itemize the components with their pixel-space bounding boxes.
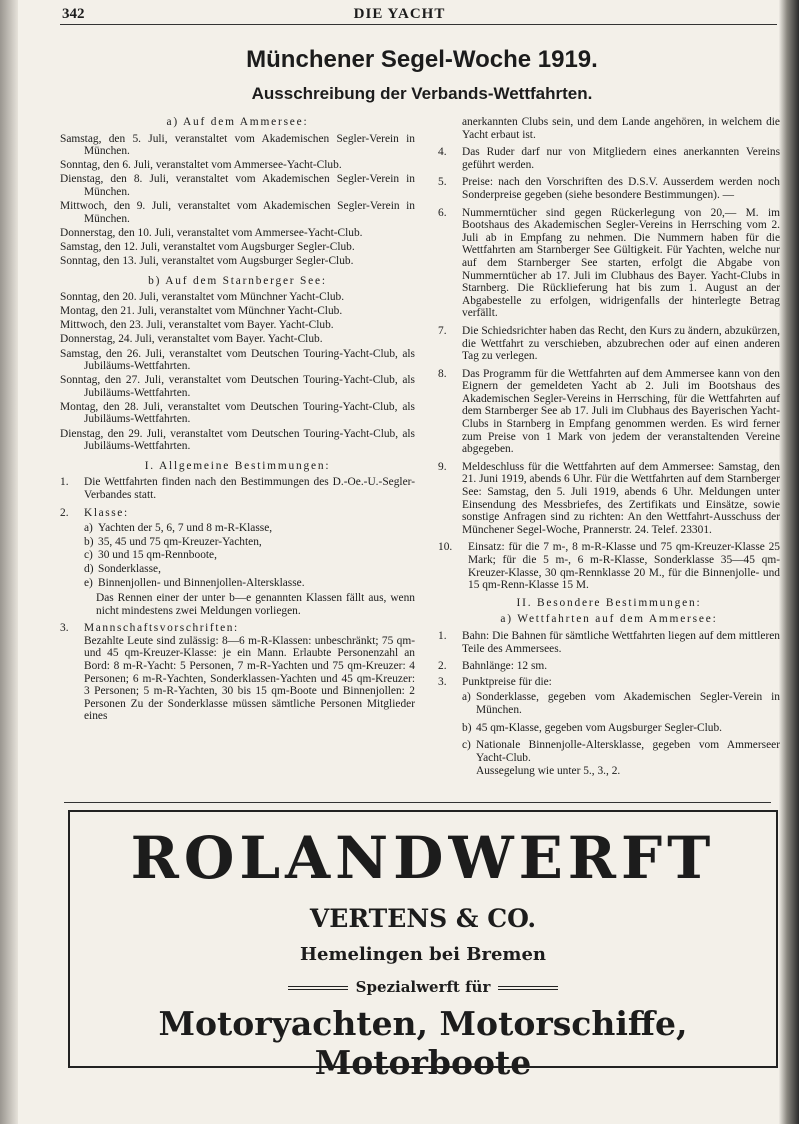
prize-letter: a) — [462, 691, 471, 704]
rule-number: 3. — [60, 622, 69, 635]
rule-number: 5. — [438, 176, 447, 189]
rule-text: Bahn: Die Bahnen für sämtliche Wettfahrten liegen auf dem mittleren Teile des Ammersees. — [462, 629, 780, 655]
rule-number: 3. — [438, 675, 447, 688]
class-letter: a) — [84, 522, 93, 535]
rule-text: Die Schiedsrichter haben das Recht, den Kurs zu ändern, abzukürzen, die Wettfahrt zu verschieben, abzubrechen oder auf einen anderen Tag zu verlegen. — [462, 324, 780, 363]
schedule-entry: Montag, den 21. Juli, veranstaltet vom Münchner Yacht-Club. — [60, 305, 343, 318]
section-ammersee-heading: a) Auf dem Ammersee: — [166, 116, 309, 128]
ad-location: Hemelingen bei Bremen — [300, 944, 546, 965]
rule-text: Meldeschluss für die Wettfahrten auf dem Ammersee: Samstag, den 21. Juni 1919, abends 6 Uhr. Für die Wettfahrten auf dem Starnberger See: Samstag, den 5. Juli 1919, abends 6 Uhr. Meldungen unter Einsendung des Messbriefes, des Zertifikats und Einsätze, sowie sonstige Anfragen sind zu richten: An den Wettfahrt-Ausschuss der Münchener Segel-Woche, Prannerstr. 24. Telef. 23301. — [462, 460, 780, 536]
rule-continuation — [438, 116, 780, 141]
right-column — [438, 116, 780, 778]
article-title: Münchener Segel-Woche 1919. — [246, 46, 598, 73]
schedule-entry: Donnerstag, den 10. Juli, veranstaltet vom Ammersee-Yacht-Club. — [60, 226, 363, 239]
prize-letter: c) — [462, 739, 471, 752]
ad-products: Motoryachten, Motorschiffe, Motorboote — [158, 1004, 688, 1082]
schedule-entry: Samstag, den 12. Juli, veranstaltet vom Augsburger Segler-Club. — [60, 240, 355, 253]
column-bottom-rule — [64, 802, 771, 803]
rule-number: 6. — [438, 206, 447, 219]
rule-number: 4. — [438, 146, 447, 159]
page-edge-left — [0, 0, 18, 1124]
article-subtitle: Ausschreibung der Verbands-Wettfahrten. — [251, 84, 593, 103]
rule-item — [438, 676, 780, 689]
rule-item — [438, 660, 780, 673]
rule-number: 7. — [438, 324, 447, 337]
schedule-entry: Samstag, den 5. Juli, veranstaltet vom Akademischen Segler-Verein in München. — [60, 132, 415, 158]
running-head: DIE YACHT — [353, 6, 446, 22]
page-edge-right — [779, 0, 799, 1124]
rule-text: Das Programm für die Wettfahrten auf dem Ammersee kann von den Eignern der gemeldeten Yacht ab 2. Juli im Bootshaus des Akademischen Segler-Vereins in Herrsching, für die Wettfahrten auf dem Starnberger See ab 17. Juli im Clubhaus des Bayerischen Yacht-Clubs in Starnberg in Empfang genommen werden. Es wird ferner zum Preise von 1 Mark von jedem der veranstaltenden Vereine abgegeben. — [462, 367, 780, 456]
class-letter: c) — [84, 549, 93, 562]
class-text: 35, 45 und 75 qm-Kreuzer-Yachten, — [98, 535, 262, 548]
classes-note: Das Rennen einer der unter b—e genannten Klassen fällt aus, wenn nicht mindestens zwei Meldungen vorliegen. — [96, 592, 415, 617]
rule-text: Bezahlte Leute sind zulässig: 8—6 m-R-Klassen: unbeschränkt; 75 qm- und 45 qm-Kreuzer-Klasse: je ein Mann. Erlaubte Personenzahl an Bord: 8 m-R-Yacht: 5 Personen, 7 m-R-Yachten und 75 qm-Kreuzer: 4 Personen; 6 m-R-Yachten, Sonderklassen-Yachten und 45 qm-Kreuzer: 3 Personen; 5 m-R-Yachten, 30 bis 15 qm-Boote und Binnenjollen: 2 Personen Zu der Sonderklasse müssen sämtliche Personen Mitglieder eines — [84, 634, 415, 723]
section-special-heading: II. Besondere Bestimmungen: — [516, 596, 702, 609]
schedule-entry: Dienstag, den 8. Juli, veranstaltet vom Akademischen Segler-Verein in München. — [60, 173, 415, 198]
rule-number: 1. — [438, 629, 447, 642]
rule-text: anerkannten Clubs sein, und dem Lande angehören, in welchem die Yacht erbaut ist. — [462, 116, 780, 141]
rule-item — [60, 507, 415, 520]
schedule-entry: Sonntag, den 6. Juli, veranstaltet vom Ammersee-Yacht-Club. — [60, 159, 342, 172]
rule-item — [438, 325, 780, 363]
rule-text: Die Wettfahrten finden nach den Bestimmungen des D.-Oe.-U.-Segler-Verbandes statt. — [84, 476, 415, 501]
prize-item — [462, 739, 780, 764]
rule-number: 2. — [438, 660, 447, 673]
schedule-entry: Sonntag, den 13. Juli, veranstaltet vom Augsburger Segler-Club. — [60, 254, 354, 267]
page-number: 342 — [62, 6, 85, 22]
class-item — [84, 563, 415, 576]
ad-specialty-label: Spezialwerft für — [355, 978, 491, 996]
prizes-note: Aussegelung wie unter 5., 3., 2. — [476, 765, 621, 778]
rule-number: 10. — [438, 541, 453, 554]
rule-heading: Klasse: — [84, 506, 129, 519]
left-column — [60, 116, 415, 728]
header-rule — [60, 24, 777, 25]
rule-item — [438, 461, 780, 537]
class-text: 30 und 15 qm-Rennboote, — [98, 549, 217, 562]
ad-specialty — [70, 978, 776, 996]
ad-company-name: ROLANDWERFT — [130, 824, 716, 892]
ad-ornament-left — [288, 986, 348, 990]
class-text: Yachten der 5, 6, 7 und 8 m-R-Klasse, — [98, 522, 273, 535]
prize-text: 45 qm-Klasse, gegeben vom Augsburger Segler-Club. — [476, 721, 722, 734]
rule-text: Nummerntücher sind gegen Rückerlegung von 20,— M. im Bootshaus des Akademischen Segler-Vereins in Herrsching vom 2. Juli ab in Empfang zu nehmen. Die Nummern haben für die Wettfahrten am Starnberger See Gültigkeit. Für Yachten, welche nur auf dem Starnberger See starten, erfolgt die Abgabe von Nummerntücher ab 17. Juli im Clubhaus des Bayer. Yacht-Clubs in Starnberg. Die Rücklieferung hat bis zum 1. August an der Abgabestelle zu erfolgen, widrigenfalls der hinterlegte Betrag verfällt. — [462, 206, 780, 320]
rule-text: Das Ruder darf nur von Mitgliedern eines anerkannten Vereins geführt werden. — [462, 146, 780, 171]
rule-item — [60, 622, 415, 723]
class-letter: e) — [84, 576, 93, 589]
schedule-entry: Dienstag, den 29. Juli, veranstaltet vom Deutschen Touring-Yacht-Club, als Jubiläums-Wettfahrten. — [60, 427, 415, 453]
class-item — [84, 522, 415, 535]
rule-item — [438, 630, 780, 655]
schedule-entry: Mittwoch, den 9. Juli, veranstaltet vom Akademischen Segler-Verein in München. — [60, 200, 415, 225]
ad-ornament-right — [498, 986, 558, 990]
rule-heading: Mannschaftsvorschriften: — [84, 622, 239, 635]
section-special-subheading: a) Wettfahrten auf dem Ammersee: — [500, 613, 718, 626]
rule-item — [60, 476, 415, 501]
rule-item — [438, 207, 780, 320]
class-item — [84, 549, 415, 562]
class-list — [60, 522, 415, 617]
schedule-entry: Samstag, den 26. Juli, veranstaltet vom Deutschen Touring-Yacht-Club, als Jubiläums-Wettfahrten. — [60, 347, 415, 373]
class-item — [84, 536, 415, 549]
rule-number: 1. — [60, 476, 69, 489]
schedule-entry: Mittwoch, den 23. Juli, veranstaltet vom Bayer. Yacht-Club. — [60, 319, 334, 332]
prize-item — [462, 691, 780, 716]
rule-number: 2. — [60, 506, 69, 519]
rule-item — [438, 146, 780, 171]
class-letter: b) — [84, 535, 94, 548]
rule-text: Preise: nach den Vorschriften des D.S.V. Ausserdem werden noch Sonderpreise gegeben (siehe besondere Bestimmungen). — — [462, 176, 780, 201]
section-general-heading: I. Allgemeine Bestimmungen: — [144, 459, 331, 472]
rule-item — [438, 176, 780, 201]
section-starnberg-heading: b) Auf dem Starnberger See: — [148, 274, 327, 287]
schedule-entry: Sonntag, den 27. Juli, veranstaltet vom Deutschen Touring-Yacht-Club, als Jubiläums-Wettfahrten. — [60, 374, 415, 399]
rule-number: 8. — [438, 367, 447, 380]
advertisement-box — [68, 810, 778, 1082]
class-text: Binnenjollen- und Binnenjollen-Altersklasse. — [98, 576, 305, 589]
prize-letter: b) — [462, 721, 472, 734]
class-letter: d) — [84, 562, 94, 575]
class-item — [84, 577, 415, 590]
prize-item — [462, 722, 780, 735]
ad-company-owner: VERTENS & CO. — [309, 904, 537, 933]
schedule-entry: Sonntag, den 20. Juli, veranstaltet vom Münchner Yacht-Club. — [60, 291, 345, 304]
class-text: Sonderklasse, — [98, 562, 161, 575]
rule-text: Punktpreise für die: — [462, 675, 552, 688]
rule-text: Bahnlänge: 12 sm. — [462, 660, 548, 673]
prize-text: Sonderklasse, gegeben vom Akademischen Segler-Verein in München. — [476, 691, 780, 716]
rule-text: Einsatz: für die 7 m-, 8 m-R-Klasse und 75 qm-Kreuzer-Klasse 25 Mark; für die 5 m-, 6 m-R-Klasse, Sonderklasse 35—45 qm-Kreuzer-Klasse, 30 qm-Rennklasse 20 M., für die Binnenjolle- und 15 qm-Renn-Klasse 15 M. — [468, 541, 780, 592]
rule-item — [438, 541, 780, 591]
rule-number: 9. — [438, 460, 447, 473]
prize-text: Nationale Binnenjolle-Altersklasse, gegeben vom Ammerseer Yacht-Club. — [476, 739, 780, 764]
rule-item — [438, 368, 780, 456]
schedule-entry: Donnerstag, 24. Juli, veranstaltet vom Bayer. Yacht-Club. — [60, 333, 323, 346]
prize-list — [438, 691, 780, 778]
schedule-entry: Montag, den 28. Juli, veranstaltet vom Deutschen Touring-Yacht-Club, als Jubiläums-Wettfahrten. — [60, 400, 415, 426]
